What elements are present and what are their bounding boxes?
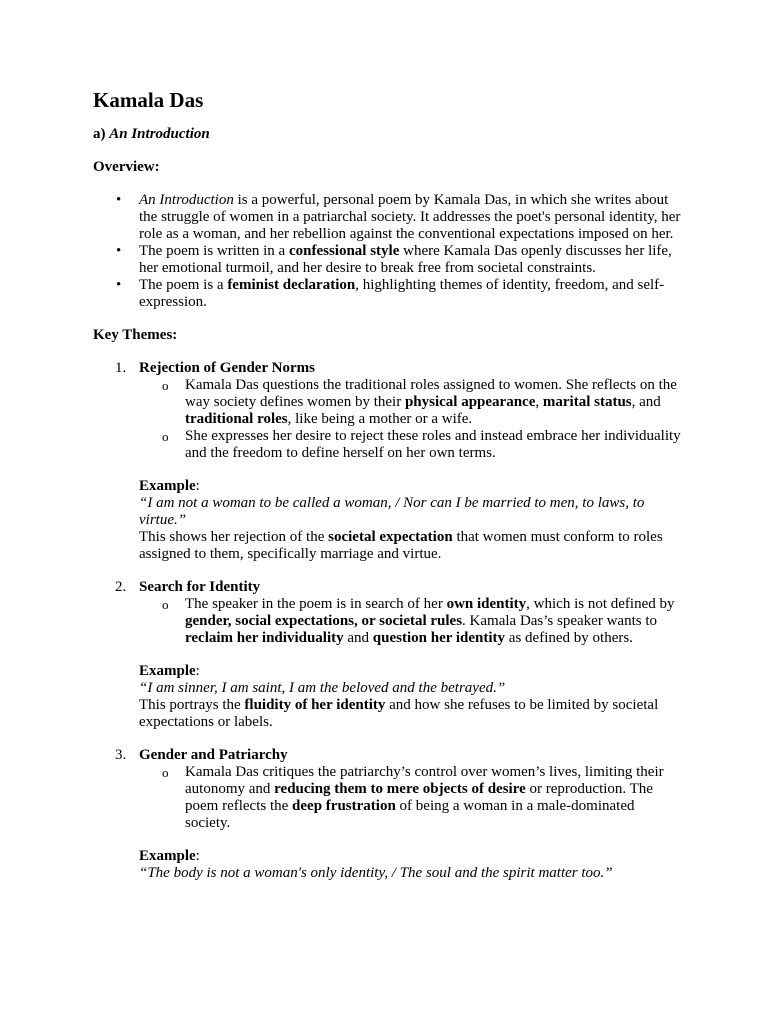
theme-point [139, 596, 683, 647]
text-segment: The poem is written in a [139, 243, 289, 259]
example-block [139, 848, 683, 882]
text-segment: , which is not defined by [526, 596, 675, 612]
example-label [139, 663, 683, 680]
text-segment: The speaker in the poem is in search of her [185, 596, 447, 612]
bold-text: feminist declaration [227, 277, 356, 293]
key-themes-heading: Key Themes: [93, 327, 178, 343]
example-block [139, 478, 683, 563]
text-segment: , [535, 394, 543, 410]
bold-text: confessional style [288, 243, 400, 259]
text-segment: or reproduction. The poem reflects the [185, 781, 653, 814]
theme-points [139, 764, 683, 832]
text-segment: Kamala Das critiques the patriarchy’s control over women’s lives, limiting their autonomy and [185, 764, 664, 797]
bold-text: question her identity [372, 630, 506, 646]
overview-bullet [93, 243, 683, 277]
example-quote: “I am sinner, I am saint, I am the beloved and the betrayed.” [139, 680, 506, 696]
bullet-dot-icon: • [116, 277, 122, 293]
theme-point [139, 764, 683, 832]
bold-text: reducing them to mere objects of desire [274, 781, 526, 797]
theme-title: Gender and Patriarchy [139, 747, 288, 763]
bold-text: deep frustration [292, 798, 396, 814]
text-segment: The poem is a [139, 277, 228, 293]
bullet-dot-icon: • [116, 243, 122, 259]
example-note [139, 529, 683, 563]
overview-bullet [93, 277, 683, 311]
theme-number: 1. [115, 360, 127, 376]
bullet-dot-icon: • [116, 192, 122, 208]
document-page [93, 88, 683, 898]
section-subtitle [93, 126, 683, 143]
overview-heading: Overview: [93, 159, 160, 175]
theme-point [139, 428, 683, 462]
example-label [139, 478, 683, 495]
text-segment: that women must conform to roles assigned to them, specifically marriage and virtue. [139, 529, 663, 562]
text-segment: and [343, 630, 373, 646]
text-segment: , like being a mother or a wife. [287, 411, 473, 427]
example-block [139, 663, 683, 731]
example-label [139, 848, 683, 865]
text-segment: and how she refuses to be limited by societal expectations or labels. [139, 697, 659, 730]
text-segment: She expresses her desire to reject these roles and instead embrace her individuality and the freedom to define herself on her own terms. [185, 428, 681, 461]
text-segment: of being a woman in a male-dominated society. [185, 798, 635, 831]
bold-text: fluidity of her identity [244, 697, 386, 713]
text-segment: , highlighting themes of identity, freedom, and self-expression. [139, 277, 665, 310]
example-colon: : [195, 848, 200, 864]
theme-item [93, 360, 683, 563]
bold-text: traditional roles [185, 411, 288, 427]
circle-bullet-icon: o [162, 765, 169, 780]
theme-point [139, 377, 683, 428]
text-segment: . Kamala Das’s speaker wants to [462, 613, 657, 629]
bold-text: societal expectation [328, 529, 453, 545]
example-note [139, 697, 683, 731]
text-segment: is a powerful, personal poem by Kamala Das, in which she writes about the struggle of women in a patriarchal society. It addresses the poet's personal identity, her role as a woman, and her rebellion against the conventional expectations imposed on her. [139, 192, 681, 242]
subtitle-poem-title: An Introduction [109, 126, 210, 142]
bold-text: reclaim her individuality [185, 630, 344, 646]
text-segment: , and [631, 394, 661, 410]
example-label-text: Example [139, 478, 196, 494]
example-quote: “I am not a woman to be called a woman, / Nor can I be married to men, to laws, to virtue.” [139, 495, 645, 528]
circle-bullet-icon: o [162, 597, 169, 612]
circle-bullet-icon: o [162, 378, 169, 393]
theme-item [93, 579, 683, 731]
theme-title: Search for Identity [139, 579, 261, 595]
bold-text: physical appearance [404, 394, 536, 410]
subtitle-prefix: a) [93, 126, 106, 142]
example-colon: : [195, 478, 200, 494]
theme-item [93, 747, 683, 882]
example-label-text: Example [139, 848, 196, 864]
circle-bullet-icon: o [162, 429, 169, 444]
text-segment: as defined by others. [505, 630, 633, 646]
italic-text: An Introduction [139, 192, 234, 208]
text-segment: This shows her rejection of the [139, 529, 329, 545]
document-title: Kamala Das [93, 88, 204, 112]
theme-number: 3. [115, 747, 127, 763]
example-colon: : [195, 663, 200, 679]
theme-number: 2. [115, 579, 127, 595]
theme-points [139, 596, 683, 647]
overview-bullet [93, 192, 683, 243]
overview-list [93, 192, 683, 311]
text-segment: Kamala Das questions the traditional roles assigned to women. She reflects on the way society defines women by their [185, 377, 677, 410]
text-segment: This portrays the [139, 697, 245, 713]
text-segment: where Kamala Das openly discusses her life, her emotional turmoil, and her desire to break free from societal constraints. [139, 243, 672, 276]
theme-points [139, 377, 683, 462]
theme-title: Rejection of Gender Norms [139, 360, 315, 376]
themes-list [93, 360, 683, 882]
bold-text: own identity [446, 596, 527, 612]
bold-text: marital status [542, 394, 632, 410]
example-quote: “The body is not a woman's only identity, / The soul and the spirit matter too.” [139, 865, 613, 881]
example-label-text: Example [139, 663, 196, 679]
bold-text: gender, social expectations, or societal rules [185, 613, 463, 629]
